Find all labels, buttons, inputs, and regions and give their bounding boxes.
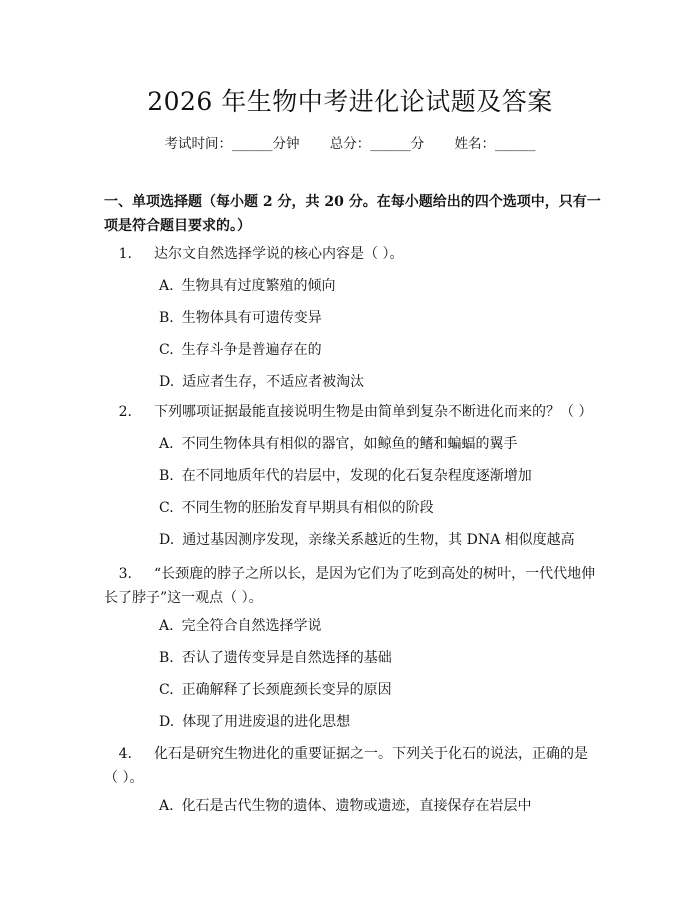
option-text: 体现了用进废退的进化思想 <box>182 714 351 730</box>
question-text-line-2: 长了脖子”这一观点（ ）。 <box>104 590 263 606</box>
exam-meta <box>0 132 700 152</box>
exam-time-field: 考试时间：______分钟 <box>164 136 300 152</box>
question-1 <box>104 242 604 266</box>
q1-option-a <box>159 276 599 296</box>
q3-option-d <box>159 712 599 732</box>
total-score-field: 总分：______分 <box>329 136 425 152</box>
option-text: 生物体具有可遗传变异 <box>181 310 322 326</box>
q4-option-a <box>159 796 599 816</box>
option-letter: C. <box>159 682 174 698</box>
q2-option-c <box>159 498 599 518</box>
option-letter: D. <box>159 714 175 730</box>
question-number: 1. <box>118 246 132 262</box>
option-letter: B. <box>159 468 174 484</box>
option-text: 完全符合自然选择学说 <box>181 618 322 634</box>
q1-option-d <box>159 372 599 392</box>
page-title: 2026 年生物中考进化论试题及答案 <box>147 87 553 116</box>
q2-option-a <box>159 434 599 454</box>
question-number: 3. <box>118 566 132 582</box>
option-text: 否认了遗传变异是自然选择的基础 <box>181 650 392 666</box>
option-letter: D. <box>159 532 175 548</box>
question-number: 4. <box>118 746 132 762</box>
question-text-line-1: “长颈鹿的脖子之所以长，是因为它们为了吃到高处的树叶，一代代地伸 <box>154 566 596 582</box>
q3-option-b <box>159 648 599 668</box>
option-text: 在不同地质年代的岩层中，发现的化石复杂程度逐渐增加 <box>181 468 532 484</box>
option-text: 适应者生存，不适应者被淘汰 <box>182 374 365 390</box>
option-text: 不同生物的胚胎发育早期具有相似的阶段 <box>181 500 434 516</box>
option-letter: B. <box>159 310 174 326</box>
q2-option-d <box>159 530 599 550</box>
option-letter: B. <box>159 650 174 666</box>
question-text-line-2: （ ）。 <box>104 770 144 786</box>
option-letter: A. <box>159 618 174 634</box>
option-letter: A. <box>159 798 174 814</box>
option-text: 不同生物体具有相似的器官，如鲸鱼的鳍和蝙蝠的翼手 <box>181 436 518 452</box>
option-letter: D. <box>159 374 175 390</box>
question-text: 下列哪项证据最能直接说明生物是由简单到复杂不断进化而来的？（ ） <box>154 404 593 420</box>
section-heading: 一、单项选择题（每小题 2 分，共 20 分。在每小题给出的四个选项中，只有一项是符合题目要求的。） <box>104 194 601 234</box>
question-3 <box>104 562 604 610</box>
option-letter: C. <box>159 500 174 516</box>
question-number: 2. <box>118 404 132 420</box>
question-4 <box>104 742 604 790</box>
q1-option-c <box>159 340 599 360</box>
option-letter: C. <box>159 342 174 358</box>
q2-option-b <box>159 466 599 486</box>
q1-option-b <box>159 308 599 328</box>
question-text-line-1: 化石是研究生物进化的重要证据之一。下列关于化石的说法，正确的是 <box>154 746 588 762</box>
option-text: 正确解释了长颈鹿颈长变异的原因 <box>181 682 392 698</box>
question-text: 达尔文自然选择学说的核心内容是（ ）。 <box>154 246 404 262</box>
name-field: 姓名：______ <box>454 136 536 152</box>
option-text: 生物具有过度繁殖的倾向 <box>181 278 336 294</box>
option-text: 化石是古代生物的遗体、遗物或遗迹，直接保存在岩层中 <box>181 798 532 814</box>
q3-option-c <box>159 680 599 700</box>
question-2 <box>104 400 604 424</box>
q3-option-a <box>159 616 599 636</box>
option-letter: A. <box>159 436 174 452</box>
option-text: 通过基因测序发现，亲缘关系越近的生物，其 DNA 相似度越高 <box>182 532 575 548</box>
option-letter: A. <box>159 278 174 294</box>
option-text: 生存斗争是普遍存在的 <box>181 342 322 358</box>
